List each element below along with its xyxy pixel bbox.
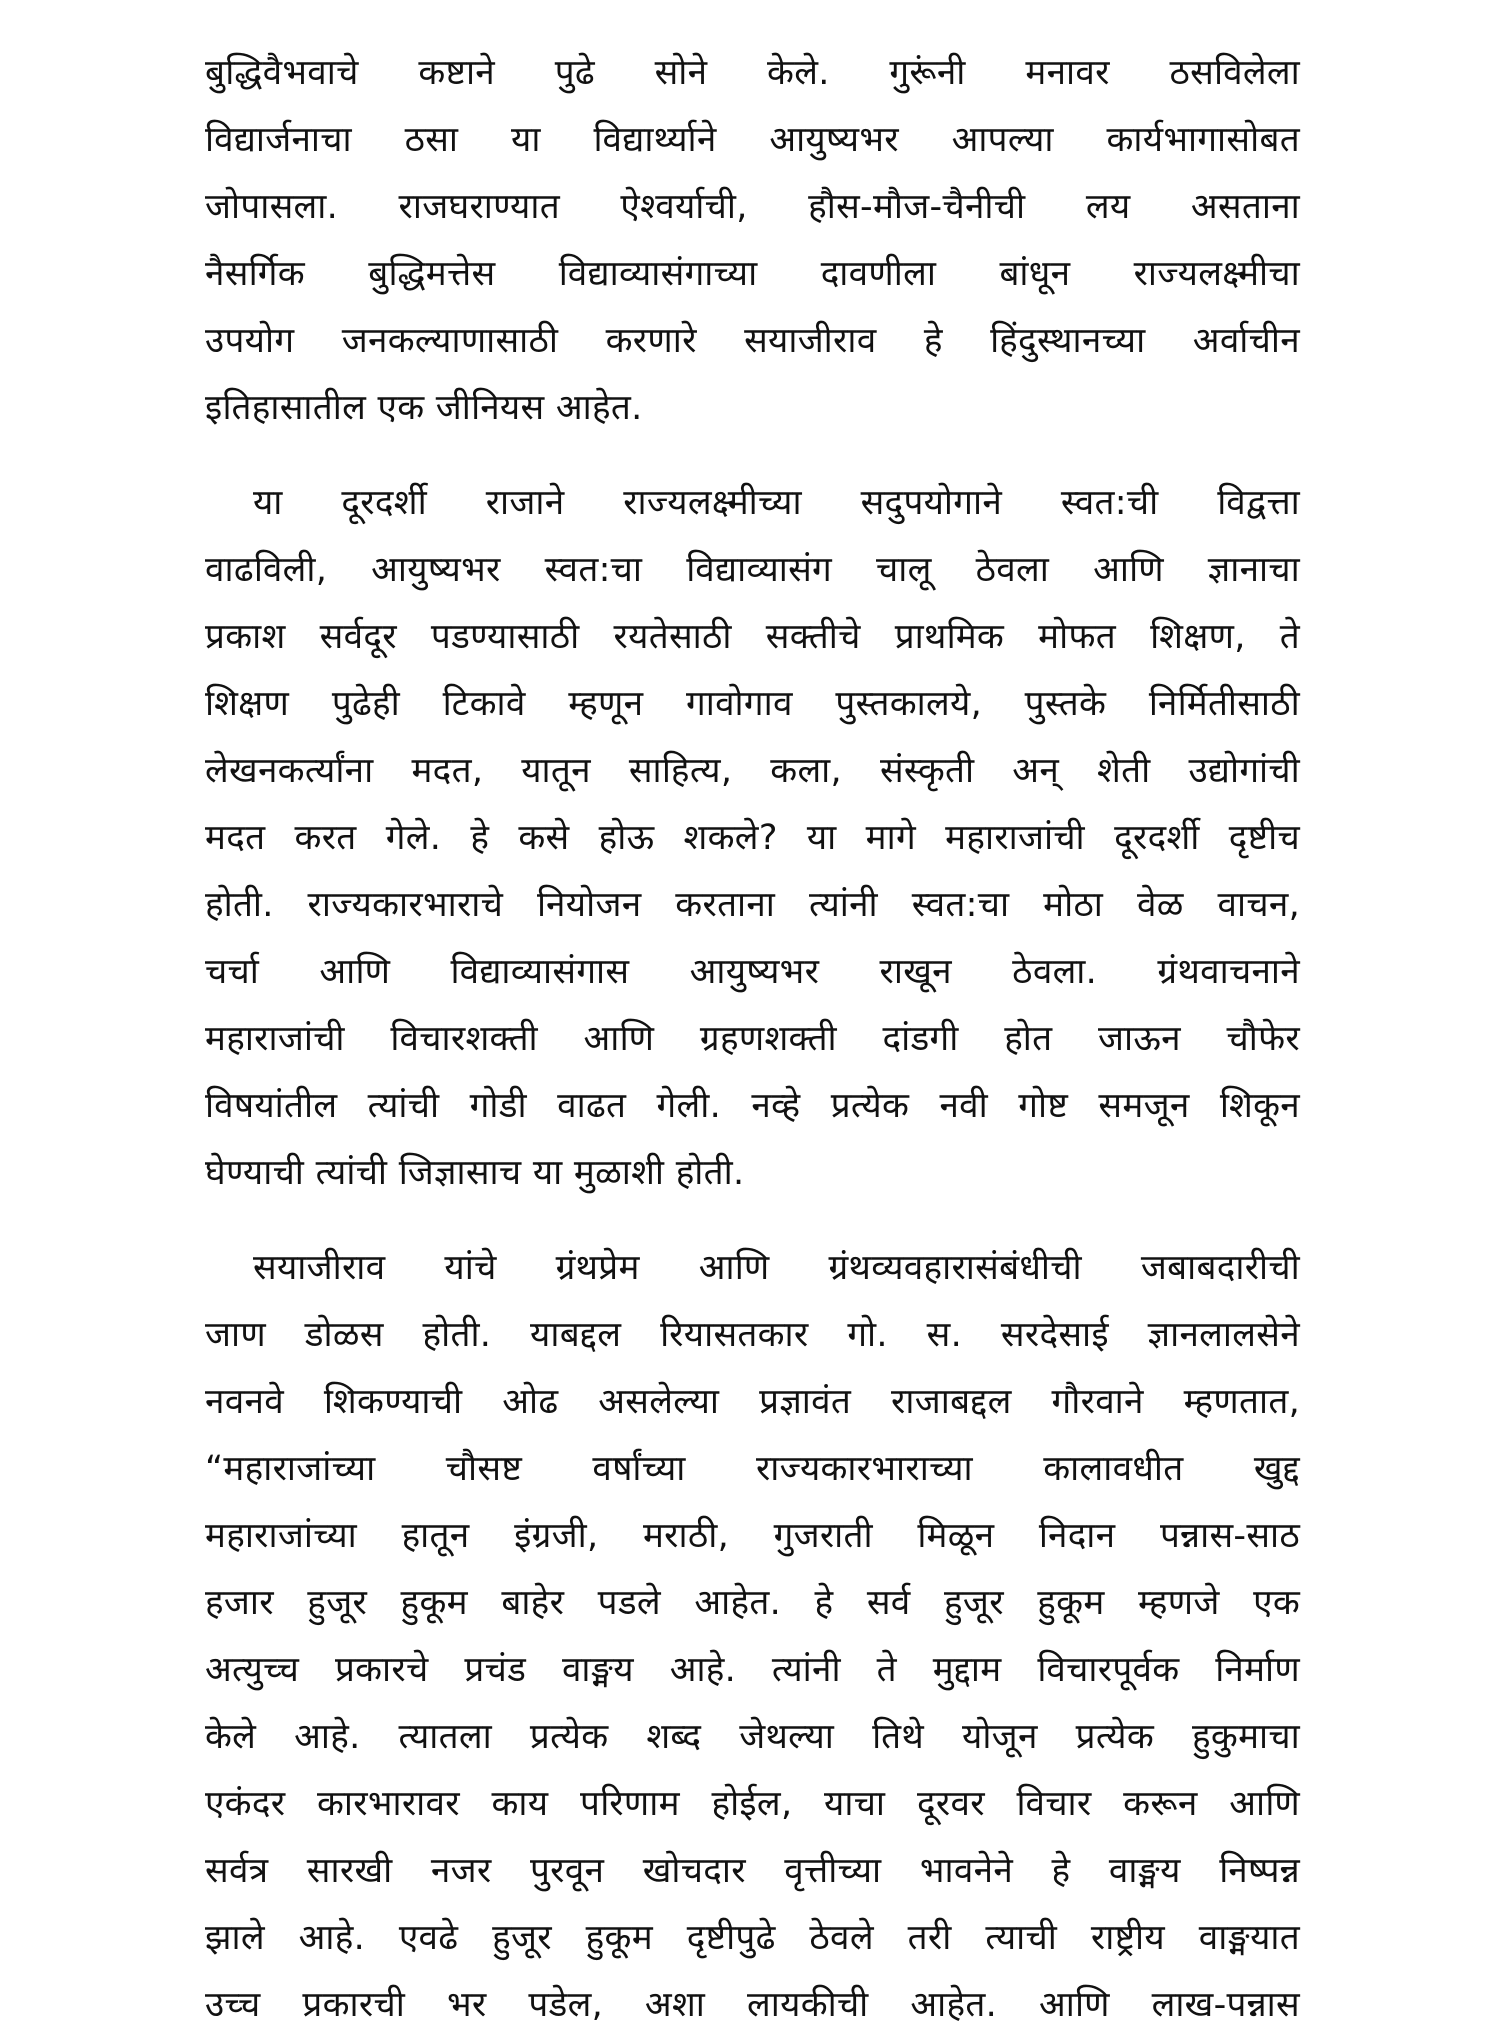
paragraph-1	[205, 40, 1300, 442]
paragraph-gap	[205, 442, 1300, 470]
text-line: या दूरदर्शी राजाने राज्यलक्ष्मीच्या सदुपयोगाने स्वत:ची विद्वत्ता	[253, 483, 1300, 523]
text-line: लेखनकर्त्यांना मदत, यातून साहित्य, कला, संस्कृती अन् शेती उद्योगांची	[205, 751, 1300, 791]
text-line: घेण्याची त्यांची जिज्ञासाच या मुळाशी होती.	[205, 1153, 745, 1193]
text-line: नवनवे शिकण्याची ओढ असलेल्या प्रज्ञावंत राजाबद्दल गौरवाने म्हणतात,	[205, 1382, 1300, 1422]
text-line: केले आहे. त्यातला प्रत्येक शब्द जेथल्या तिथे योजून प्रत्येक हुकुमाचा	[205, 1717, 1300, 1757]
text-line: बुद्धिवैभवाचे कष्टाने पुढे सोने केले. गुरूंनी मनावर ठसविलेला	[205, 53, 1300, 93]
text-line: विषयांतील त्यांची गोडी वाढत गेली. नव्हे प्रत्येक नवी गोष्ट समजून शिकून	[205, 1086, 1300, 1126]
text-line: महाराजांच्या हातून इंग्रजी, मराठी, गुजराती मिळून निदान पन्नास-साठ	[205, 1516, 1300, 1556]
paragraph-2	[205, 470, 1300, 1207]
paragraph-3	[205, 1235, 1300, 2039]
text-line: होती. राज्यकारभाराचे नियोजन करताना त्यांनी स्वत:चा मोठा वेळ वाचन,	[205, 885, 1300, 925]
text-line: जाण डोळस होती. याबद्दल रियासतकार गो. स. सरदेसाई ज्ञानलालसेने	[205, 1315, 1300, 1355]
text-line: नैसर्गिक बुद्धिमत्तेस विद्याव्यासंगाच्या दावणीला बांधून राज्यलक्ष्मीचा	[205, 254, 1300, 294]
text-line: “महाराजांच्या चौसष्ट वर्षांच्या राज्यकारभाराच्या कालावधीत खुद्द	[205, 1449, 1300, 1489]
text-line: सर्वत्र सारखी नजर पुरवून खोचदार वृत्तीच्या भावनेने हे वाङ्मय निष्पन्न	[205, 1851, 1300, 1891]
text-line: महाराजांची विचारशक्ती आणि ग्रहणशक्ती दांडगी होत जाऊन चौफेर	[205, 1019, 1300, 1059]
text-line: विद्यार्जनाचा ठसा या विद्यार्थ्याने आयुष्यभर आपल्या कार्यभागासोबत	[205, 120, 1300, 160]
paragraph-gap	[205, 1207, 1300, 1235]
text-line: वाढविली, आयुष्यभर स्वत:चा विद्याव्यासंग चालू ठेवला आणि ज्ञानाचा	[205, 550, 1300, 590]
text-line: हजार हुजूर हुकूम बाहेर पडले आहेत. हे सर्व हुजूर हुकूम म्हणजे एक	[205, 1583, 1300, 1623]
text-line: उच्च प्रकारची भर पडेल, अशा लायकीची आहेत. आणि लाख-पन्नास	[205, 1985, 1300, 2025]
text-line: झाले आहे. एवढे हुजूर हुकूम दृष्टीपुढे ठेवले तरी त्याची राष्ट्रीय वाङ्मयात	[205, 1918, 1300, 1958]
text-line: प्रकाश सर्वदूर पडण्यासाठी रयतेसाठी सक्तीचे प्राथमिक मोफत शिक्षण, ते	[205, 617, 1300, 657]
text-line: अत्युच्च प्रकारचे प्रचंड वाङ्मय आहे. त्यांनी ते मुद्दाम विचारपूर्वक निर्माण	[205, 1650, 1300, 1690]
text-line: सयाजीराव यांचे ग्रंथप्रेम आणि ग्रंथव्यवहारासंबंधीची जबाबदारीची	[253, 1248, 1300, 1288]
text-line: शिक्षण पुढेही टिकावे म्हणून गावोगाव पुस्तकालये, पुस्तके निर्मितीसाठी	[205, 684, 1300, 724]
text-line: उपयोग जनकल्याणासाठी करणारे सयाजीराव हे हिंदुस्थानच्या अर्वाचीन	[205, 321, 1300, 361]
text-line: चर्चा आणि विद्याव्यासंगास आयुष्यभर राखून ठेवला. ग्रंथवाचनाने	[205, 952, 1300, 992]
document-page	[205, 40, 1300, 2025]
text-line: इतिहासातील एक जीनियस आहेत.	[205, 388, 643, 428]
text-line: एकंदर कारभारावर काय परिणाम होईल, याचा दूरवर विचार करून आणि	[205, 1784, 1300, 1824]
text-line: जोपासला. राजघराण्यात ऐश्वर्याची, हौस-मौज-चैनीची लय असताना	[205, 187, 1300, 227]
text-line: मदत करत गेले. हे कसे होऊ शकले? या मागे महाराजांची दूरदर्शी दृष्टीच	[205, 818, 1300, 858]
